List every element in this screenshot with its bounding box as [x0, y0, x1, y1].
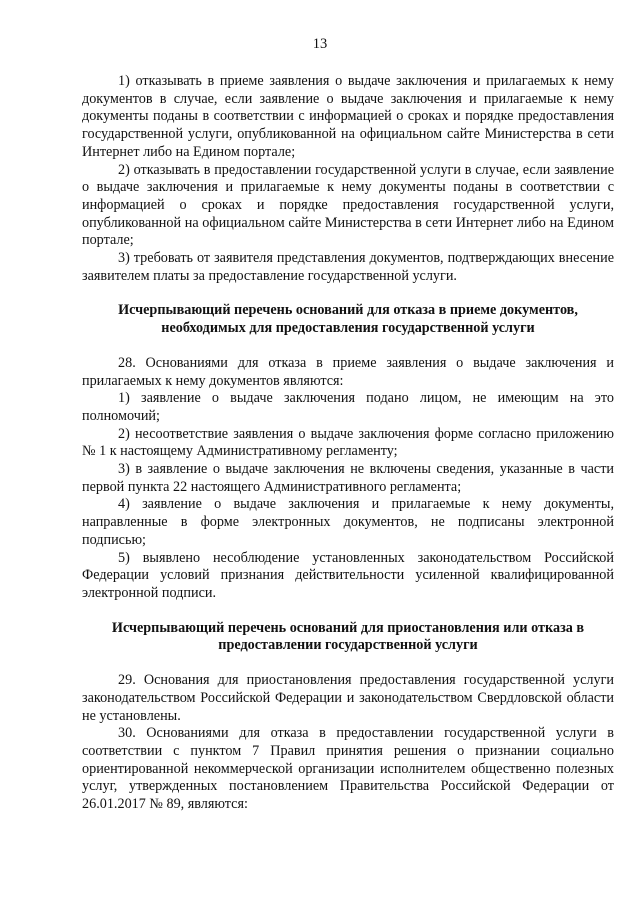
paragraph: 28. Основаниями для отказа в приеме заявления о выдаче заключения и прилагаемых к нему документов являются:: [82, 354, 614, 389]
paragraph: 5) выявлено несоблюдение установленных законодательством Российской Федерации условий признания действительности усиленной квалифицированной электронной подписи.: [82, 549, 614, 601]
section-heading: Исчерпывающий перечень оснований для приостановления или отказа в предоставлении государственной услуги: [111, 619, 585, 654]
paragraph: 3) в заявление о выдаче заключения не включены сведения, указанные в части первой пункта 22 настоящего Административного регламента;: [82, 461, 614, 495]
page-number: 13: [312, 36, 328, 52]
paragraph: 30. Основаниями для отказа в предоставлении государственной услуги в соответствии с пунктом 7 Правил принятия решения о признании социально ориентированной некоммерческой организации исполнителем общественно полезных услуг, утвержденных постановлением Правительства Российской Федерации от 26.01.2017 № 89, являются:: [82, 725, 614, 813]
paragraph: 3) требовать от заявителя представления документов, подтверждающих внесение заявителем платы за предоставление государственной услуги.: [82, 250, 614, 284]
paragraph: 29. Основания для приостановления предоставления государственной услуги законодательством Российской Федерации и законодательством Свердловской области не установлены.: [82, 672, 614, 724]
paragraph: 2) отказывать в предоставлении государственной услуги в случае, если заявление о выдаче заключения и прилагаемые к нему документы поданы в соответствии с информацией о сроках и порядке предоставления государственной услуги, опубликованной на официальном сайте Министерства в сети Интернет либо на Едином портале;: [82, 161, 614, 249]
section-heading: Исчерпывающий перечень оснований для отказа в приеме документов, необходимых для предоставления государственной услуги: [118, 302, 578, 337]
paragraph: 2) несоответствие заявления о выдаче заключения форме согласно приложению № 1 к настоящему Административному регламенту;: [82, 425, 614, 460]
paragraph: 1) отказывать в приеме заявления о выдаче заключения и прилагаемых к нему документов в случае, если заявление о выдаче заключения и прилагаемые к нему документы поданы в соответствии с информацией о сроках и порядке предоставления государственной услуги, опубликованной на официальном сайте Министерства в сети Интернет либо на Едином портале;: [82, 73, 614, 160]
paragraph: 4) заявление о выдаче заключения и прилагаемые к нему документы, направленные в форме электронных документов, не подписаны электронной подписью;: [82, 496, 614, 548]
document-body: [82, 73, 614, 814]
paragraph: 1) заявление о выдаче заключения подано лицом, не имеющим на это полномочий;: [82, 390, 614, 424]
